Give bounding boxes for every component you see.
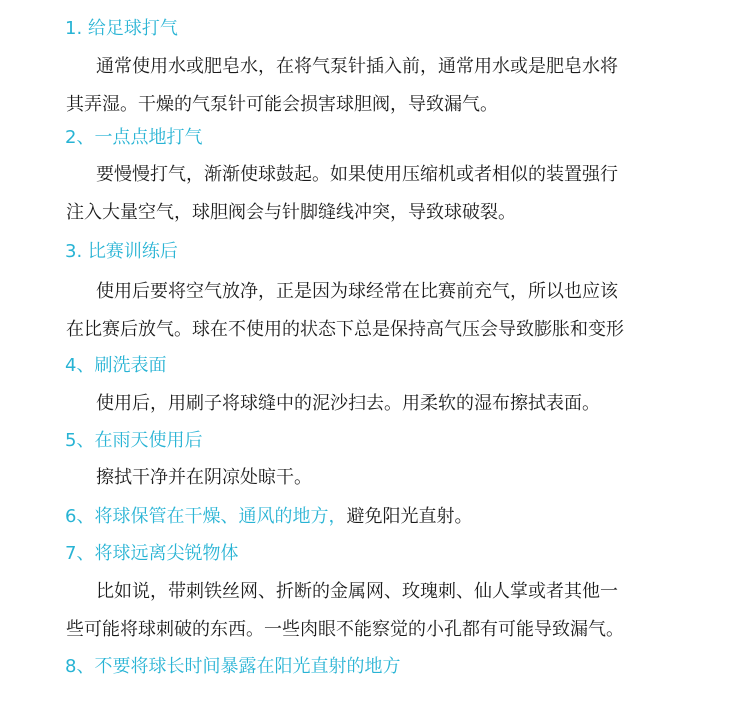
section-6-heading-main: 6、将球保管在干燥、通风的地方， bbox=[65, 506, 347, 527]
section-1-body bbox=[66, 55, 696, 117]
section-4-heading: 4、刷洗表面 bbox=[65, 355, 167, 376]
section-3-body bbox=[66, 280, 696, 342]
section-5-heading: 5、在雨天使用后 bbox=[65, 430, 203, 451]
section-2-body bbox=[66, 163, 696, 225]
section-6-heading bbox=[65, 505, 472, 529]
section-3-line-2: 在比赛后放气。球在不使用的状态下总是保持高气压会导致膨胀和变形 bbox=[66, 319, 624, 340]
section-1-line-1: 通常使用水或肥皂水，在将气泵针插入前，通常用水或是肥皂水将 bbox=[96, 56, 618, 77]
section-1-line-2: 其弄湿。干燥的气泵针可能会损害球胆阀，导致漏气。 bbox=[66, 94, 498, 115]
section-6-heading-suffix: 避免阳光直射。 bbox=[346, 506, 473, 527]
section-3-line-1: 使用后要将空气放净，正是因为球经常在比赛前充气，所以也应该 bbox=[96, 281, 618, 302]
section-4-line-1: 使用后，用刷子将球缝中的泥沙扫去。用柔软的湿布擦拭表面。 bbox=[96, 393, 600, 414]
section-7-body bbox=[66, 580, 696, 642]
section-5-body bbox=[66, 466, 696, 490]
section-7-heading: 7、将球远离尖锐物体 bbox=[65, 543, 239, 564]
section-2-line-2: 注入大量空气，球胆阀会与针脚缝线冲突，导致球破裂。 bbox=[66, 202, 516, 223]
section-7-line-2: 些可能将球刺破的东西。一些肉眼不能察觉的小孔都有可能导致漏气。 bbox=[66, 619, 624, 640]
section-8-heading: 8、不要将球长时间暴露在阳光直射的地方 bbox=[65, 656, 401, 677]
section-1-heading: 1. 给足球打气 bbox=[65, 18, 178, 39]
section-2-line-1: 要慢慢打气，渐渐使球鼓起。如果使用压缩机或者相似的装置强行 bbox=[96, 164, 618, 185]
section-5-line-1: 擦拭干净并在阴凉处晾干。 bbox=[96, 467, 312, 488]
section-7-line-1: 比如说，带刺铁丝网、折断的金属网、玫瑰刺、仙人掌或者其他一 bbox=[96, 581, 618, 602]
section-4-body bbox=[66, 392, 696, 416]
section-2-heading: 2、一点点地打气 bbox=[65, 127, 203, 148]
section-3-heading: 3. 比赛训练后 bbox=[65, 241, 178, 262]
